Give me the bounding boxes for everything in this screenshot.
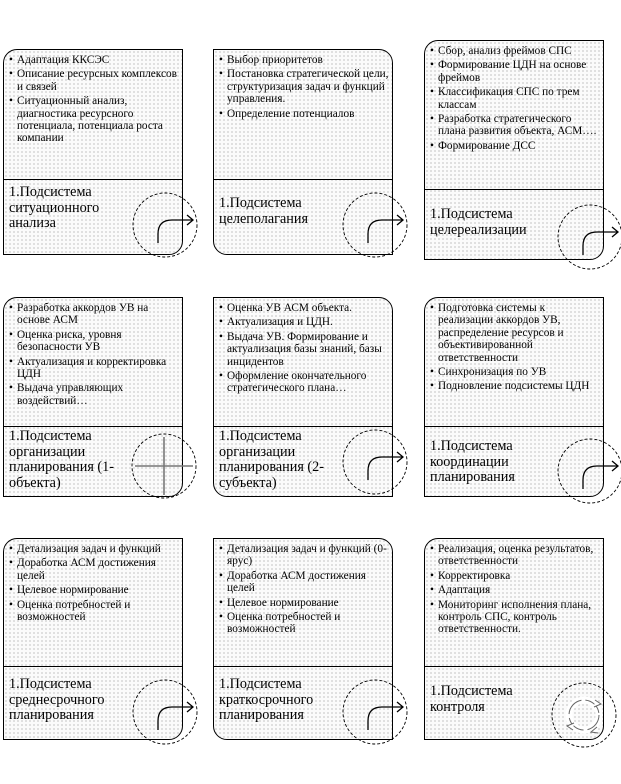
card-bullets — [4, 539, 182, 623]
card-title: 1.Подсистема ситуационного анализа — [9, 184, 100, 232]
bullet-item: • Определение потенциалов — [219, 108, 390, 120]
card-control — [424, 538, 604, 740]
bullet-item: • Ситуационный анализ, диагностика ресурсного потенциала, потенциала роста компании — [9, 95, 180, 145]
bullet-item: • Мониторинг исполнения плана, контроль СПС, контроль ответственности. — [430, 599, 601, 636]
card-bullets — [4, 298, 182, 407]
card-title: 1.Подсистема организации планирования (1-объекта) — [9, 428, 114, 491]
card-divider — [214, 666, 392, 667]
card-divider — [214, 179, 392, 180]
card-title: 1.Подсистема координации планирования — [430, 438, 515, 486]
card-title: 1.Подсистема целеполагания — [219, 195, 308, 227]
bullet-item: • Целевое нормирование — [9, 584, 180, 596]
bullet-item: • Адаптация — [430, 584, 601, 596]
card-goal-setting — [213, 49, 393, 255]
bullet-item: • Выбор приоритетов — [219, 54, 390, 66]
curved-arrow-icon — [132, 192, 198, 258]
card-title: 1.Подсистема целереализации — [430, 206, 527, 238]
card-shortterm-planning — [213, 538, 393, 740]
card-title: 1.Подсистема среднесрочного планирования — [9, 676, 105, 724]
card-planning-organization-object — [3, 297, 183, 497]
card-divider — [4, 179, 182, 180]
bullet-item: • Классификация СПС по трем классам — [430, 86, 601, 111]
bullet-item: • Адаптация ККСЭС — [9, 54, 180, 66]
curved-arrow-icon — [342, 679, 408, 745]
bullet-item: • Формирование ДСС — [430, 140, 601, 152]
bullet-item: • Оценка потребностей и возможностей — [219, 611, 390, 636]
bullet-item: • Доработка АСМ достижения целей — [9, 557, 180, 582]
bullet-item: • Оценка УВ АСМ объекта. — [219, 302, 390, 314]
bullet-item: • Оформление окончательного стратегического плана… — [219, 370, 390, 395]
card-title: 1.Подсистема краткосрочного планирования — [219, 676, 314, 724]
curved-arrow-icon — [342, 192, 408, 258]
card-situational-analysis — [3, 49, 183, 255]
card-goal-realization — [424, 40, 604, 260]
curved-arrow-icon — [132, 679, 198, 745]
bullet-item: • Сбор, анализ фреймов СПС — [430, 45, 601, 57]
curved-arrow-icon — [342, 429, 408, 495]
card-planning-organization-subject — [213, 297, 393, 497]
card-divider — [425, 426, 603, 427]
card-title: 1.Подсистема организации планирования (2-субъекта) — [219, 428, 324, 491]
card-midterm-planning — [3, 538, 183, 740]
bullet-item: • Целевое нормирование — [219, 597, 390, 609]
card-bullets — [4, 50, 182, 145]
card-bullets — [425, 41, 603, 152]
card-bullets — [214, 298, 392, 395]
bullet-item: • Формирование ЦДН на основе фреймов — [430, 59, 601, 84]
bullet-item: • Выдача УВ. Формирование и актуализация базы знаний, базы инцидентов — [219, 331, 390, 368]
bullet-item: • Постановка стратегической цели, структуризация задач и функций управления. — [219, 68, 390, 105]
card-planning-coordination — [424, 297, 604, 497]
bullet-item: • Выдача управляющих воздействий… — [9, 382, 180, 407]
bullet-item: • Подновление подсистемы ЦДН — [430, 380, 601, 392]
bullet-item: • Синхронизация по УВ — [430, 366, 601, 378]
bullet-item: • Корректировка — [430, 570, 601, 582]
bullet-item: • Разработка стратегического плана развития объекта, АСМ…. — [430, 113, 601, 138]
curved-arrow-icon — [557, 438, 621, 504]
card-divider — [4, 426, 182, 427]
card-bullets — [214, 539, 392, 636]
card-divider — [214, 426, 392, 427]
bullet-item: • Оценка риска, уровня безопасности УВ — [9, 329, 180, 354]
card-title: 1.Подсистема контроля — [430, 683, 513, 715]
bullet-item: • Актуализация и ЦДН. — [219, 316, 390, 328]
crosshair-icon — [131, 433, 197, 499]
bullet-item: • Подготовка системы к реализации аккордов УВ, распределение ресурсов и объективированной ответственности — [430, 302, 601, 364]
card-divider — [4, 666, 182, 667]
bullet-item: • Оценка потребностей и возможностей — [9, 599, 180, 624]
curved-arrow-icon — [557, 204, 621, 270]
card-divider — [425, 666, 603, 667]
card-bullets — [425, 298, 603, 393]
cycle-arrows-icon — [551, 682, 617, 748]
bullet-item: • Реализация, оценка результатов, ответственности — [430, 543, 601, 568]
bullet-item: • Описание ресурсных комплексов и связей — [9, 68, 180, 93]
card-bullets — [425, 539, 603, 636]
bullet-item: • Детализация задач и функций (0-ярус) — [219, 543, 390, 568]
card-bullets — [214, 50, 392, 120]
card-divider — [425, 189, 603, 190]
bullet-item: • Детализация задач и функций — [9, 543, 180, 555]
bullet-item: • Доработка АСМ достижения целей — [219, 570, 390, 595]
bullet-item: • Разработка аккордов УВ на основе АСМ — [9, 302, 180, 327]
bullet-item: • Актуализация и корректировка ЦДН — [9, 356, 180, 381]
